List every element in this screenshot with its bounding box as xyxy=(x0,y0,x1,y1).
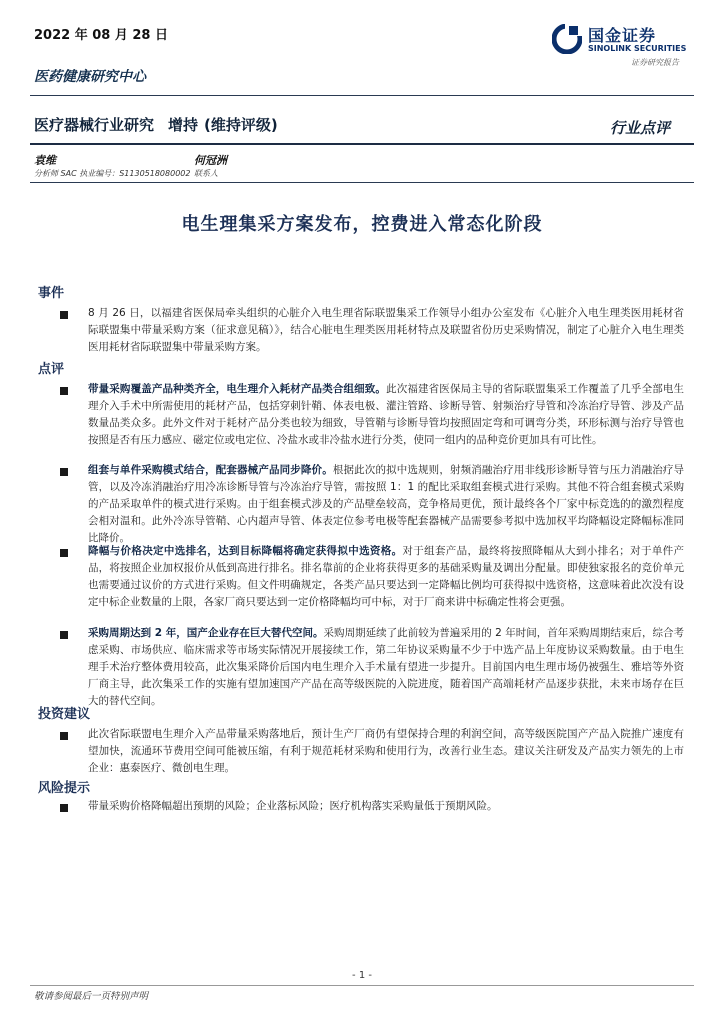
bullet-icon xyxy=(60,631,68,639)
rating: 增持 xyxy=(168,116,199,134)
section-title-event: 事件 xyxy=(38,286,65,301)
comment-paragraph xyxy=(88,625,684,710)
footer-disclaimer: 敬请参阅最后一页特别声明 xyxy=(34,991,149,1002)
analyst-divider xyxy=(30,182,694,183)
title-divider xyxy=(30,143,694,145)
logo-name-cn: 国金证券 xyxy=(588,26,657,45)
comment-text: 对于组套产品，最终将按照降幅从大到小排名；对于单件产品，将按照企业加权报价从低到高进行排名。排名靠前的企业将获得更多的基础采购量及调出分配量。即使独家报名的竞价单元也需要通过议价的方式进行采购。但文件明确规定，各类产品只要达到一定降幅比例均可获得拟中选资格，这意味着此次没有设定中标企业数量的上限，各家厂商只要达到一定价格降幅均可中标，对于厂商来讲中标确定性将会更强。 xyxy=(88,545,685,608)
comment-paragraph xyxy=(88,543,684,611)
analyst-sac-id: 分析师 SAC 执业编号：S1130518080002 xyxy=(34,169,191,178)
report-headline: 电生理集采方案发布，控费进入常态化阶段 xyxy=(181,214,543,235)
comment-paragraph xyxy=(88,381,684,449)
comment-text: 根据此次的拟中选规则，射频消融治疗用非线形诊断导管与压力消融治疗导管，以及冷冻消融治疗用冷冻诊断导管与冷冻治疗导管，需按照 1：1 的配比采取组套模式进行采购。其他不符合组套模式采购的产品采取单件的模式进行采购。由于组套模式涉及的产品壁垒较高，竞争格局更优，预计最终各个厂家中标竞选的的激烈程度会相对温和。此外冷冻导管鞘、心内超声导管、体表定位参考电极等配套器械产品需要参考拟中选加权平均降幅设定降幅标准同比降价。 xyxy=(88,464,685,544)
investment-paragraph: 此次省际联盟电生理介入产品带量采购落地后，预计生产厂商仍有望保持合理的利润空间，高等级医院国产产品入院推广速度有望加快，流通环节费用空间可能被压缩，有利于规范耗材采购和使用行为，改善行业生态。建议关注研发及产品实力领先的上市企业：惠泰医疗、微创电生理。 xyxy=(88,728,684,774)
rating-note: (维持评级) xyxy=(204,116,278,134)
comment-lead: 带量采购覆盖产品种类齐全，电生理介入耗材产品类合组细致。 xyxy=(88,383,387,395)
bullet-icon xyxy=(60,549,68,557)
logo-name-en: SINOLINK SECURITIES xyxy=(588,44,687,53)
report-type: 行业点评 xyxy=(610,119,671,137)
section-title-risk: 风险提示 xyxy=(38,781,91,796)
page-number: - 1 - xyxy=(352,970,372,981)
comment-text: 此次福建省医保局主导的省际联盟集采工作覆盖了几乎全部电生理介入手术中所需使用的耗材产品，包括穿刺针鞘、体表电极、灌注管路、诊断导管、射频治疗导管和冷冻治疗导管、涉及产品数量品类众多。此外文件对于耗材产品分类也较为细致，导管鞘与诊断导管均按照固定弯和可调弯分类，环形标测与治疗导管也按照是否有压力感应、磁定位或电定位、冷盐水或非冷盐水进行分类，使同一组内的品种竞价更加具有可比性。 xyxy=(88,383,685,446)
industry-title: 医疗器械行业研究 xyxy=(34,116,155,134)
footer-divider xyxy=(30,985,694,986)
event-paragraph: 8 月 26 日，以福建省医保局牵头组织的心脏介入电生理省际联盟集采工作领导小组办公室发布《心脏介入电生理类医用耗材省际联盟集中带量采购方案（征求意见稿）》，结合心脏电生理类医用耗材特点及联盟省份历史采购情况，制定了心脏介入电生理类医用耗材省际联盟集中带量采购方案。 xyxy=(88,307,684,353)
bullet-icon xyxy=(60,732,68,740)
company-logo xyxy=(552,22,692,66)
comment-paragraph xyxy=(88,462,684,547)
research-center: 医药健康研究中心 xyxy=(34,69,146,85)
bullet-icon xyxy=(60,468,68,476)
report-date: 2022 年 08 月 28 日 xyxy=(34,28,168,43)
contact-name: 何冠洲 xyxy=(194,154,227,167)
analyst-name: 袁维 xyxy=(34,154,56,167)
sinolink-logo-icon xyxy=(552,24,582,54)
title-bar xyxy=(34,114,292,135)
comment-lead: 组套与单件采购模式结合，配套器械产品同步降价。 xyxy=(88,464,333,476)
bullet-icon xyxy=(60,804,68,812)
risk-paragraph: 带量采购价格降幅超出预期的风险；企业落标风险；医疗机构落实采购量低于预期风险。 xyxy=(88,800,498,812)
bullet-icon xyxy=(60,387,68,395)
comment-text: 采购周期延续了此前较为普遍采用的 2 年时间，首年采购周期结束后，综合考虑采购、市场供应、临床需求等市场实际情况开展接续工作，第二年协议采购量不少于中选产品上年度协议采购数量。由于电生理手术治疗整体费用较高，此次集采降价后国内电生理介入手术量有望进一步提升。目前国内电生理市场仍被强生、雅培等外资厂商主导，此次集采工作的实施有望加速国产产品在高等级医院的入院进度，随着国产高端耗材产品逐步获批，未来市场存在巨大的替代空间。 xyxy=(88,627,684,707)
comment-lead: 降幅与价格决定中选排名，达到目标降幅将确定获得拟中选资格。 xyxy=(88,545,403,557)
section-title-comment: 点评 xyxy=(38,362,65,377)
contact-role: 联系人 xyxy=(194,169,218,178)
header-divider xyxy=(30,95,694,96)
comment-lead: 采购周期达到 2 年，国产企业存在巨大替代空间。 xyxy=(88,627,324,639)
logo-subtitle: 证券研究报告 xyxy=(631,58,679,67)
section-title-investment: 投资建议 xyxy=(38,707,91,722)
bullet-icon xyxy=(60,311,68,319)
